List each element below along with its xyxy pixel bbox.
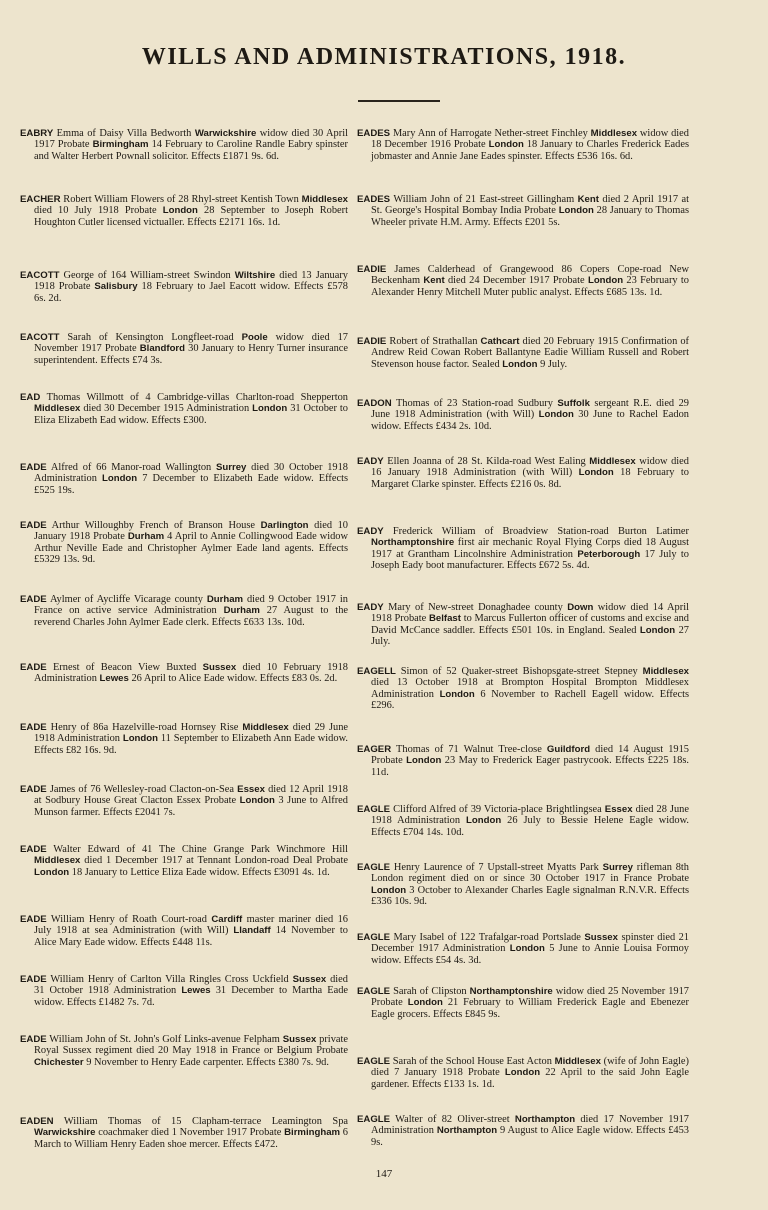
- place-name: London: [34, 866, 70, 878]
- entry-text: 31 October to Eliza Elizabeth Ead widow. Effects £300.: [34, 403, 349, 426]
- entry-text: 4 April to Annie Collingwood Eade widow Arthur Neville Eade and Christopher Aylmer Eade land agents. Effects £5329 13s. 9d.: [34, 531, 348, 565]
- title-rule: [358, 100, 440, 102]
- entry-text: 23 May to Frederick Eager pastrycook. Effects £225 18s. 11d.: [371, 755, 689, 778]
- place-name: Middlesex: [554, 1056, 601, 1067]
- entry-text: 9 August to Alice Eagle widow. Effects £453 9s.: [371, 1125, 689, 1148]
- register-entry: [357, 986, 689, 1020]
- entry-text: died 20 February 1915 Confirmation of Andrew Reid Cowan Robert Ballantyne Eadie William Russell and Robert Stevenson house factor. Sealed: [371, 336, 689, 370]
- entry-surname: EADE: [20, 722, 47, 733]
- place-name: Sussex: [292, 974, 327, 985]
- place-name: Warwickshire: [34, 1127, 96, 1139]
- entry-text: 28 January to Thomas Wheeler private H.M. Army. Effects £201 5s.: [371, 205, 689, 228]
- page-number: 147: [375, 1168, 393, 1180]
- place-name: Essex: [237, 784, 265, 795]
- register-entry: [357, 128, 689, 162]
- entry-surname: EADE: [20, 914, 47, 925]
- register-entry: [20, 1034, 348, 1068]
- entry-surname: EADIE: [357, 336, 387, 347]
- entry-text: coachmaker died 1 November 1917 Probate: [95, 1127, 285, 1139]
- register-entry: [357, 1056, 689, 1090]
- register-entry: [20, 662, 348, 685]
- register-entry: [20, 128, 348, 162]
- place-name: Surrey: [216, 462, 247, 473]
- entry-text: James Calderhead of Grangewood 86 Copers Cope-road New Beckenham: [371, 264, 689, 287]
- entry-text: 30 June to Rachel Eadon widow. Effects £434 2s. 10d.: [371, 409, 689, 432]
- entry-text: 23 February to Alexander Henry Mitchell Muter public analyst. Effects £685 13s. 1d.: [371, 275, 689, 298]
- register-entry: [20, 974, 348, 1008]
- place-name: Lewes: [181, 985, 211, 997]
- register-entry: [357, 456, 689, 490]
- register-entry: [20, 594, 348, 628]
- entry-text: died 17 November 1917 Administration: [371, 1114, 690, 1137]
- place-name: Kent: [423, 275, 445, 287]
- entry-surname: EAGLE: [357, 932, 391, 943]
- entry-text: Robert William Flowers of 28 Rhyl-street Kentish Town: [60, 194, 302, 205]
- register-entry: [20, 914, 348, 948]
- page-title: WILLS AND ADMINISTRATIONS, 1918.: [141, 44, 627, 70]
- entry-text: Thomas of 71 Walnut Tree-close: [391, 744, 547, 755]
- place-name: Middlesex: [34, 403, 81, 415]
- entry-text: private Royal Sussex regiment died 20 May 1918 in France or Belgium Probate: [34, 1034, 348, 1057]
- place-name: London: [162, 205, 198, 217]
- entry-surname: EADE: [20, 462, 47, 473]
- entry-text: 21 February to William Frederick Eagle and Ebenezer Eagle grocers. Effects £845 9s.: [371, 997, 690, 1020]
- entry-text: 3 October to Alexander Charles Eagle signalman R.N.V.R. Effects £336 10s. 9d.: [371, 884, 689, 907]
- entry-surname: EADES: [357, 194, 391, 205]
- entry-text: Arthur Willoughby French of Branson House: [46, 520, 261, 531]
- place-name: Middlesex: [590, 128, 638, 139]
- entry-surname: EADY: [357, 456, 384, 467]
- place-name: Durham: [127, 531, 165, 543]
- entry-surname: EAGLE: [357, 1056, 391, 1067]
- entry-text: died 24 December 1917 Probate: [444, 275, 588, 287]
- entry-text: died 31 October 1918 Administration: [34, 974, 348, 997]
- entry-text: died 12 April 1918 at Sodbury House Great Clacton Essex Probate: [34, 784, 349, 807]
- entry-text: Frederick William of Broadview Station-road Burton Latimer: [383, 526, 689, 537]
- place-name: Belfast: [428, 613, 461, 625]
- register-entry: [357, 1114, 689, 1148]
- entry-text: Thomas of 23 Station-road Sudbury: [391, 398, 558, 409]
- register-entry: [20, 392, 348, 426]
- place-name: Middlesex: [242, 722, 289, 733]
- entry-text: 6 November to Rachell Eagell widow. Effects £296.: [371, 688, 689, 711]
- entry-text: Ellen Joanna of 28 St. Kilda-road West Ealing: [383, 456, 590, 467]
- entry-text: widow died 14 April 1918 Probate: [371, 602, 689, 625]
- register-entry: [20, 194, 348, 228]
- place-name: Blandford: [139, 343, 186, 355]
- register-entry: [357, 862, 689, 907]
- place-name: London: [439, 688, 475, 700]
- place-name: Salisbury: [94, 281, 138, 293]
- entry-text: 11 September to Elizabeth Ann Eade widow. Effects £82 16s. 9d.: [34, 733, 348, 756]
- entry-surname: EAGLE: [357, 1114, 391, 1125]
- place-name: Middlesex: [642, 666, 689, 677]
- entry-text: widow died 30 April 1917 Probate: [34, 128, 348, 151]
- entry-text: Henry of 86a Hazelville-road Hornsey Rise: [46, 722, 243, 733]
- place-name: London: [466, 815, 502, 827]
- place-name: London: [407, 997, 443, 1009]
- entry-text: Aylmer of Aycliffe Vicarage county: [46, 594, 207, 605]
- entry-text: died 1 December 1917 at Tennant London-road Deal Probate: [80, 855, 348, 867]
- place-name: Middlesex: [301, 194, 348, 205]
- entry-text: widow died 25 November 1917 Probate: [371, 986, 689, 1009]
- place-name: Birmingham: [284, 1127, 341, 1139]
- entry-surname: EADE: [20, 1034, 47, 1045]
- entry-surname: EADE: [20, 662, 47, 673]
- register-entry: [20, 270, 348, 304]
- register-entry: [20, 784, 348, 818]
- entry-text: spinster died 21 December 1917 Administration: [371, 932, 689, 955]
- entry-text: 9 November to Henry Eade carpenter. Effects £380 7s. 9d.: [83, 1056, 329, 1068]
- register-entry: [357, 932, 689, 966]
- entry-text: 18 February to Jael Eacott widow. Effects £578 6s. 2d.: [34, 281, 349, 304]
- entry-text: died 13 October 1918 at Brompton Hospital Brompton Middlesex Administration: [371, 677, 689, 700]
- place-name: Down: [567, 602, 594, 613]
- register-entry: [20, 520, 348, 565]
- entry-surname: EADEN: [20, 1116, 54, 1127]
- place-name: Cathcart: [480, 336, 520, 347]
- entry-text: Thomas Willmott of 4 Cambridge-villas Charlton-road Shepperton: [40, 392, 348, 403]
- entry-text: Mary Ann of Harrogate Nether-street Finchley: [390, 128, 591, 139]
- entry-surname: EACHER: [20, 194, 61, 205]
- place-name: Wiltshire: [234, 270, 276, 281]
- register-entry: [20, 844, 348, 878]
- register-entry: [357, 666, 689, 711]
- entry-text: died 14 August 1915 Probate: [371, 744, 689, 767]
- place-name: Durham: [206, 594, 244, 605]
- entry-surname: EACOTT: [20, 270, 60, 281]
- place-name: London: [538, 409, 574, 421]
- register-entry: [357, 804, 689, 838]
- entry-text: widow died 16 January 1918 Administration (with Will): [371, 456, 689, 479]
- entry-text: died 30 October 1918 Administration: [34, 462, 348, 485]
- entry-text: William Thomas of 15 Clapham-terrace Leamington Spa: [53, 1116, 348, 1127]
- entry-text: Robert of Strathallan: [386, 336, 481, 347]
- place-name: Birmingham: [92, 139, 149, 151]
- place-name: Northamptonshire: [469, 986, 553, 997]
- place-name: London: [239, 795, 275, 807]
- entry-text: died 9 October 1917 in France on active service Administration: [34, 594, 348, 617]
- entry-text: widow died 17 November 1917 Probate: [34, 332, 348, 355]
- place-name: Llandaff: [233, 925, 271, 937]
- entry-text: first air mechanic Royal Flying Corps died 18 August 1917 at Grantham Lincolnshire Administration: [371, 537, 689, 560]
- entry-text: died 10 July 1918 Probate: [34, 205, 163, 217]
- entry-text: 26 April to Alice Eade widow. Effects £83 0s. 2d.: [128, 673, 338, 685]
- place-name: Poole: [241, 332, 268, 343]
- place-name: London: [504, 1067, 541, 1079]
- entry-text: died 30 December 1915 Administration: [80, 403, 253, 415]
- place-name: London: [587, 275, 624, 287]
- place-name: London: [558, 205, 594, 217]
- entry-text: 27 August to the reverend Charles John Aylmer Eade clerk. Effects £633 13s. 10d.: [34, 605, 348, 628]
- place-name: Sussex: [584, 932, 618, 943]
- entry-text: 18 January to Lettice Eliza Eade widow. Effects £3091 4s. 1d.: [69, 866, 330, 878]
- entry-text: 9 July.: [537, 358, 568, 370]
- entry-text: Henry Laurence of 7 Upstall-street Myatts Park: [390, 862, 603, 873]
- place-name: Suffolk: [557, 398, 590, 409]
- entry-text: James of 76 Wellesley-road Clacton-on-Sea: [46, 784, 238, 795]
- place-name: Guildford: [546, 744, 591, 755]
- entry-text: 26 July to Bessie Helene Eagle widow. Effects £704 14s. 10d.: [371, 815, 689, 838]
- entry-text: died 10 February 1918 Administration: [34, 662, 348, 685]
- entry-surname: EAGLE: [357, 862, 391, 873]
- entry-text: Sarah of the School House East Acton: [390, 1056, 555, 1067]
- register-entry: [357, 526, 689, 571]
- entry-text: 3 June to Alfred Munson farmer. Effects £2041 7s.: [34, 795, 348, 818]
- entry-text: Emma of Daisy Villa Bedworth: [53, 128, 195, 139]
- entry-surname: EADE: [20, 844, 47, 855]
- entry-text: Walter of 82 Oliver-street: [390, 1114, 515, 1125]
- entry-text: William Henry of Carlton Villa Ringles Cross Uckfield: [46, 974, 293, 985]
- place-name: London: [502, 358, 538, 370]
- place-name: Northamptonshire: [371, 537, 455, 549]
- place-name: London: [122, 733, 158, 745]
- place-name: Kent: [577, 194, 599, 205]
- entry-text: William Henry of Roath Court-road: [46, 914, 212, 925]
- entry-surname: EADES: [357, 128, 391, 139]
- entry-surname: EAGLE: [357, 986, 391, 997]
- entry-text: died 13 January 1918 Probate: [34, 270, 349, 293]
- entry-text: 27 July.: [371, 624, 689, 647]
- place-name: Northampton: [514, 1114, 576, 1125]
- place-name: London: [371, 884, 407, 896]
- entry-text: 30 January to Henry Turner insurance superintendent. Effects £74 3s.: [34, 343, 348, 366]
- entry-text: Clifford Alfred of 39 Victoria-place Brightlingsea: [390, 804, 605, 815]
- entry-text: 17 July to Joseph Eady boot manufacturer. Effects £672 5s. 4d.: [371, 548, 689, 571]
- entry-text: died 2 April 1917 at St. George's Hospital Bombay India Probate: [371, 194, 689, 217]
- register-entry: [20, 462, 348, 496]
- entry-surname: EABRY: [20, 128, 54, 139]
- entry-surname: EADE: [20, 594, 47, 605]
- place-name: London: [639, 624, 676, 636]
- entry-text: master mariner died 16 July 1918 at sea Administration (with Will): [34, 914, 348, 937]
- place-name: Lewes: [99, 673, 129, 685]
- place-name: Peterborough: [577, 548, 641, 560]
- register-entry: [357, 602, 689, 647]
- place-name: London: [578, 467, 614, 479]
- entry-text: widow died 18 December 1916 Probate: [371, 128, 689, 151]
- entry-text: Alfred of 66 Manor-road Wallington: [46, 462, 216, 473]
- entry-text: died 29 June 1918 Administration: [34, 722, 349, 745]
- entry-surname: EADY: [357, 526, 384, 537]
- entry-surname: EAD: [20, 392, 41, 403]
- entry-surname: EADE: [20, 520, 47, 531]
- place-name: Middlesex: [589, 456, 636, 467]
- entry-surname: EADE: [20, 784, 47, 795]
- entry-surname: EAGLE: [357, 804, 391, 815]
- entry-surname: EAGER: [357, 744, 392, 755]
- entry-text: (wife of John Eagle) died 7 January 1918 Probate: [371, 1056, 689, 1079]
- entry-text: Mary of New-street Donaghadee county: [383, 602, 568, 613]
- place-name: Durham: [223, 605, 260, 617]
- place-name: London: [101, 473, 138, 485]
- register-entry: [357, 194, 689, 228]
- place-name: Sussex: [282, 1034, 317, 1045]
- place-name: Northampton: [436, 1125, 498, 1137]
- place-name: Sussex: [202, 662, 237, 673]
- entry-surname: EACOTT: [20, 332, 60, 343]
- place-name: London: [488, 139, 524, 151]
- entry-text: rifleman 8th London regiment died on or since 30 October 1917 in France Probate: [371, 862, 689, 885]
- register-entry: [357, 336, 689, 370]
- place-name: Warwickshire: [194, 128, 257, 139]
- entry-text: Mary Isabel of 122 Trafalgar-road Portslade: [390, 932, 585, 943]
- place-name: Chichester: [34, 1056, 84, 1068]
- register-entry: [357, 744, 689, 778]
- place-name: London: [509, 943, 545, 955]
- register-entry: [20, 722, 348, 756]
- entry-text: Walter Edward of 41 The Chine Grange Park Winchmore Hill: [46, 844, 348, 855]
- place-name: Cardiff: [211, 914, 243, 925]
- entry-text: 18 January to Charles Frederick Eades jobmaster and Annie Jane Eades spinster. Effects £536 16s. 6d.: [371, 139, 690, 162]
- entry-text: William John of St. John's Golf Links-avenue Felpham: [46, 1034, 283, 1045]
- entry-text: George of 164 William-street Swindon: [59, 270, 235, 281]
- entry-text: 14 November to Alice Mary Eade widow. Effects £448 11s.: [34, 925, 348, 948]
- entry-text: 18 February to Margaret Clarke spinster. Effects £216 0s. 8d.: [371, 467, 689, 490]
- place-name: Surrey: [602, 862, 633, 873]
- entry-text: sergeant R.E. died 29 June 1918 Administration (with Will): [371, 398, 689, 421]
- register-entry: [357, 264, 689, 298]
- entry-text: 6 March to William Henry Eaden shoe mercer. Effects £472.: [34, 1127, 348, 1150]
- entry-surname: EADON: [357, 398, 392, 409]
- place-name: Darlington: [260, 520, 309, 531]
- place-name: Middlesex: [34, 855, 81, 867]
- entry-text: 31 December to Martha Eade widow. Effects £1482 7s. 7d.: [34, 985, 348, 1008]
- register-entry: [20, 1116, 348, 1150]
- place-name: London: [406, 755, 442, 767]
- entry-text: William John of 21 East-street Gillingham: [390, 194, 578, 205]
- register-entry: [357, 398, 689, 432]
- register-entry: [20, 332, 348, 366]
- place-name: Essex: [604, 804, 633, 815]
- entry-surname: EADY: [357, 602, 384, 613]
- entry-text: died 28 June 1918 Administration: [371, 804, 689, 827]
- entry-text: 14 February to Caroline Randle Eabry spinster and Walter Herbert Pownall solicitor. Effects £1871 9s. 6d.: [34, 139, 348, 162]
- entry-text: to Marcus Fullerton officer of customs and excise and David McCance saddler. Effects £501 10s. in England. Sealed: [371, 613, 689, 636]
- entry-text: Simon of 52 Quaker-street Bishopsgate-street Stepney: [395, 666, 643, 677]
- entry-text: 28 September to Joseph Robert Houghton Cutler licensed victualler. Effects £2171 16s. 1d.: [34, 205, 348, 228]
- entry-surname: EAGELL: [357, 666, 396, 677]
- entry-surname: EADE: [20, 974, 47, 985]
- entry-text: died 10 January 1918 Probate: [34, 520, 348, 543]
- entry-text: Ernest of Beacon View Buxted: [46, 662, 203, 673]
- entry-text: 5 June to Annie Louisa Formoy widow. Effects £54 4s. 3d.: [371, 943, 690, 966]
- entry-text: Sarah of Kensington Longfleet-road: [59, 332, 242, 343]
- place-name: London: [252, 403, 288, 415]
- entry-text: Sarah of Clipston: [390, 986, 470, 997]
- entry-text: 22 April to the said John Eagle gardener. Effects £133 1s. 1d.: [371, 1067, 689, 1090]
- entry-surname: EADIE: [357, 264, 387, 275]
- entry-text: 7 December to Elizabeth Eade widow. Effects £525 19s.: [34, 473, 349, 496]
